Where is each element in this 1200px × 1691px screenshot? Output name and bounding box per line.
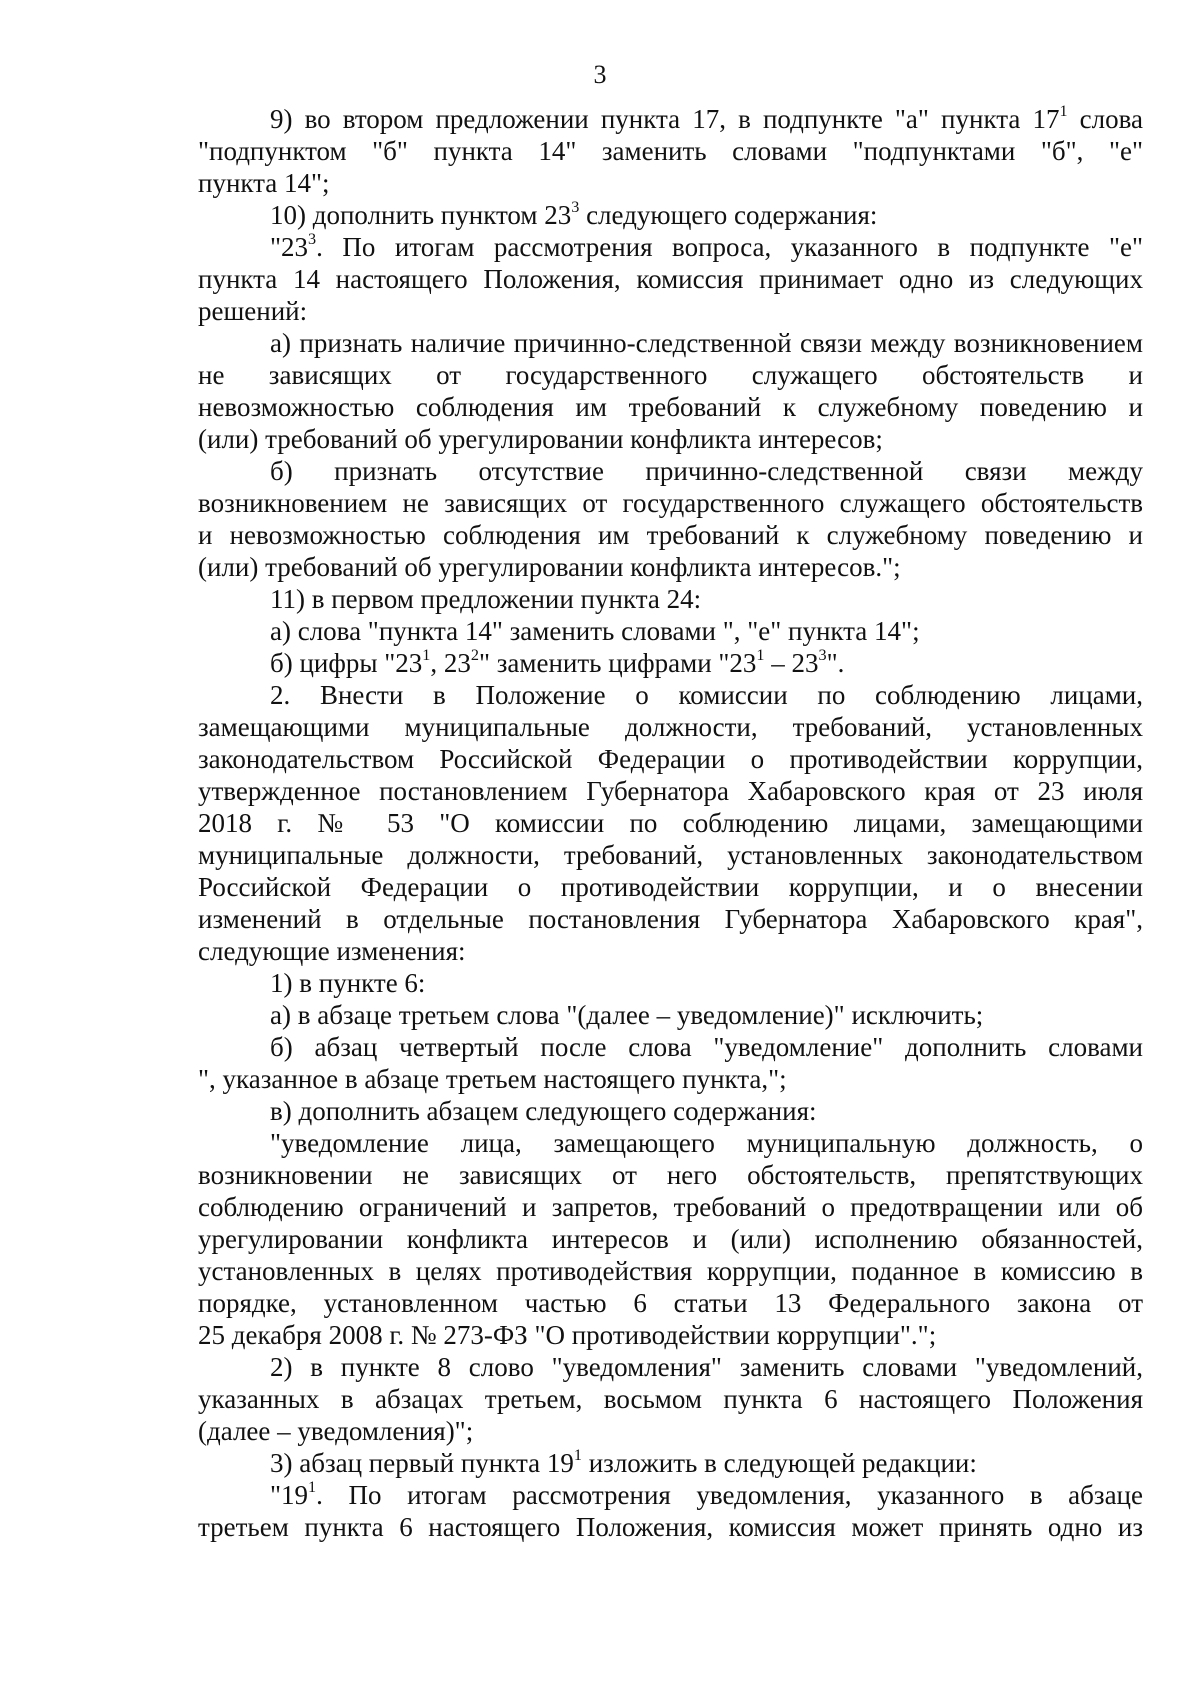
text-line: (или) требований об урегулировании конфликта интересов."; — [198, 552, 901, 582]
text-line: 9) во втором предложении пункта 17, в подпункте "а" пункта $17^1$ слова — [270, 101, 1143, 134]
text-line: "подпунктом "б" пункта 14" заменить словами "подпунктами "б", "е" — [198, 136, 1143, 166]
text-line: указанных в абзацах третьем, восьмом пункта 6 настоящего Положения — [198, 1384, 1143, 1414]
text-line: 3) абзац первый пункта $19^1$ изложить в следующей редакции: — [270, 1445, 977, 1478]
text-line: невозможностью соблюдения им требований к служебному поведению и — [198, 392, 1143, 422]
text-line: "уведомление лица, замещающего муниципальную должность, о — [270, 1128, 1143, 1158]
text-line: возникновении не зависящих от него обстоятельств, препятствующих — [198, 1160, 1143, 1190]
text-line: б) цифры "$23^1$, $23^2$" заменить цифрами "$23^1 - 23^3$". — [270, 645, 845, 678]
text-line: 10) дополнить пунктом $23^3$ следующего содержания: — [270, 197, 878, 230]
text-line: б) признать отсутствие причинно-следственной связи между — [270, 456, 1143, 486]
text-line: утвержденное постановлением Губернатора Хабаровского края от 23 июля — [198, 776, 1143, 806]
text-line: 25 декабря 2008 г. № 273-ФЗ "О противодействии коррупции"."; — [198, 1320, 937, 1350]
page-number: 3 — [593, 60, 607, 89]
text-line: пункта 14 настоящего Положения, комиссия принимает одно из следующих — [198, 264, 1143, 294]
text-line: 2018 г. № 53 "О комиссии по соблюдению лицами, замещающими — [198, 808, 1143, 838]
text-line: третьем пункта 6 настоящего Положения, комиссия может принять одно из — [198, 1512, 1143, 1542]
text-line: 2) в пункте 8 слово "уведомления" заменить словами "уведомлений, — [270, 1352, 1143, 1382]
text-line: и невозможностью соблюдения им требований к служебному поведению и — [198, 520, 1143, 550]
text-line: законодательством Российской Федерации о противодействии коррупции, — [198, 744, 1143, 774]
text-line: следующие изменения: — [198, 936, 466, 966]
text-line: б) абзац четвертый после слова "уведомление" дополнить словами — [270, 1032, 1143, 1062]
text-line: "$23^3$. По итогам рассмотрения вопроса, указанного в подпункте "е" — [270, 229, 1143, 262]
text-line: не зависящих от государственного служащего обстоятельств и — [198, 360, 1143, 390]
text-line: урегулировании конфликта интересов и (или) исполнению обязанностей, — [198, 1224, 1143, 1254]
text-line: (далее – уведомления)"; — [198, 1416, 474, 1446]
text-line: 2. Внести в Положение о комиссии по соблюдению лицами, — [270, 680, 1143, 710]
text-line: ", указанное в абзаце третьем настоящего пункта,"; — [198, 1064, 787, 1094]
text-line: решений: — [198, 296, 308, 326]
text-line: а) слова "пункта 14" заменить словами ", "е" пункта 14"; — [270, 616, 920, 646]
text-line: замещающими муниципальные должности, требований, установленных — [198, 712, 1143, 742]
text-line: а) признать наличие причинно-следственной связи между возникновением — [270, 328, 1143, 358]
text-line: "$19^1$. По итогам рассмотрения уведомления, указанного в абзаце — [270, 1477, 1143, 1510]
text-line: 1) в пункте 6: — [270, 968, 426, 998]
text-line: в) дополнить абзацем следующего содержания: — [270, 1096, 817, 1126]
text-line: (или) требований об урегулировании конфликта интересов; — [198, 424, 883, 454]
text-line: Российской Федерации о противодействии коррупции, и о внесении — [198, 872, 1143, 902]
text-line: возникновением не зависящих от государственного служащего обстоятельств — [198, 488, 1143, 518]
text-line: 11) в первом предложении пункта 24: — [270, 584, 702, 614]
text-line: муниципальные должности, требований, установленных законодательством — [198, 840, 1143, 870]
text-line: порядке, установленном частью 6 статьи 13 Федерального закона от — [198, 1288, 1143, 1318]
text-line: пункта 14"; — [198, 168, 330, 198]
text-line: изменений в отдельные постановления Губернатора Хабаровского края", — [198, 904, 1143, 934]
text-line: соблюдению ограничений и запретов, требований о предотвращении или об — [198, 1192, 1143, 1222]
text-line: установленных в целях противодействия коррупции, поданное в комиссию в — [198, 1256, 1143, 1286]
text-line: а) в абзаце третьем слова "(далее – уведомление)" исключить; — [270, 1000, 984, 1030]
